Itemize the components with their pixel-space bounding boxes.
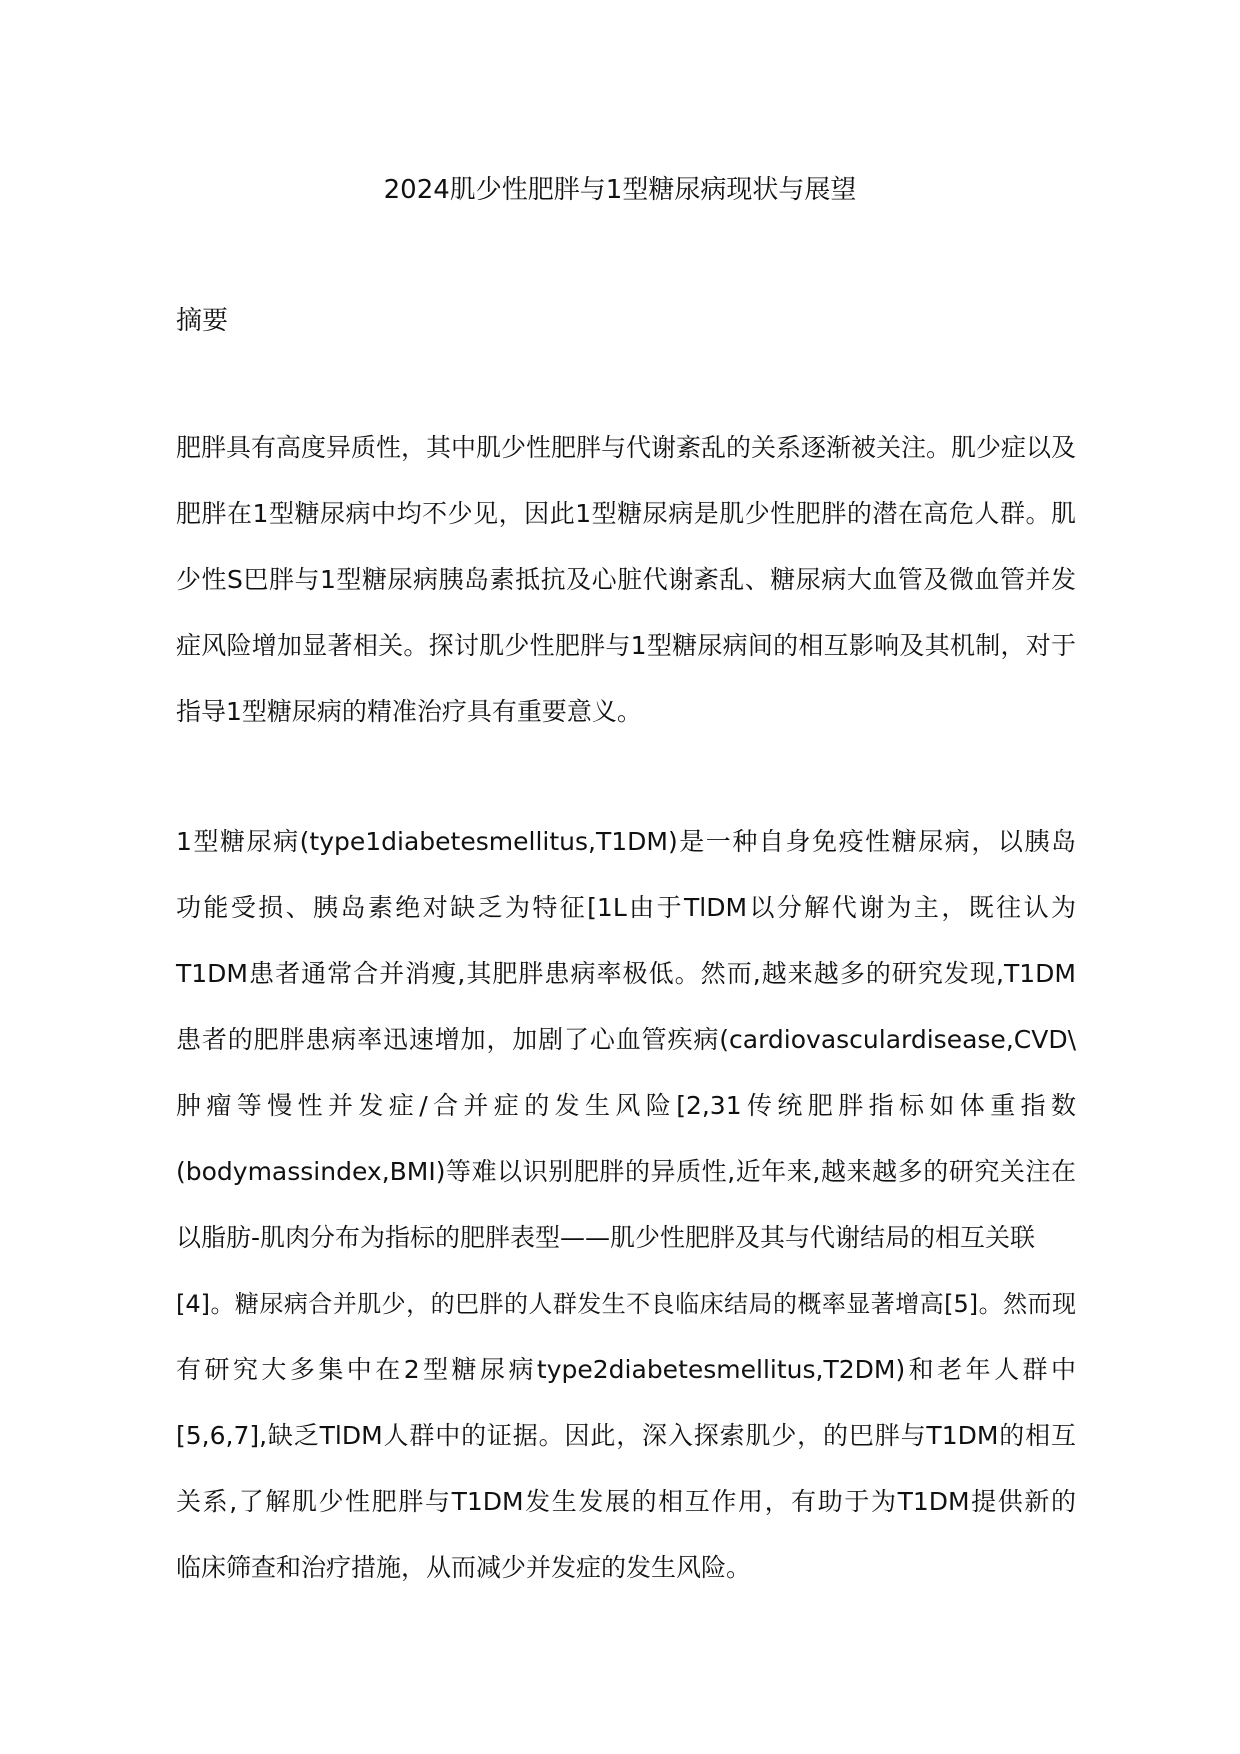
abstract-line: 指导1型糖尿病的精准治疗具有重要意义。 — [176, 697, 642, 726]
body-line: 以脂肪-肌肉分布为指标的肥胖表型——肌少性肥胖及其与代谢结局的相互关联 — [176, 1223, 1036, 1252]
abstract-line: 症风险增加显著相关。探讨肌少性肥胖与1型糖尿病间的相互影响及其机制，对于 — [176, 631, 1076, 660]
body-line: 患者的肥胖患病率迅速增加，加剧了心血管疾病(cardiovasculardisease,CVD\ — [176, 1025, 1076, 1054]
abstract-line: 肥胖具有高度异质性，其中肌少性肥胖与代谢紊乱的关系逐渐被关注。肌少症以及 — [176, 433, 1077, 462]
abstract-line: 少性S巴胖与1型糖尿病胰岛素抵抗及心脏代谢紊乱、糖尿病大血管及微血管并发 — [176, 565, 1076, 594]
body-line: 肿瘤等慢性并发症/合并症的发生风险[2,31传统肥胖指标如体重指数 — [176, 1091, 1076, 1120]
body-line: 有研究大多集中在2型糖尿病type2diabetesmellitus,T2DM)和老年人群中 — [176, 1355, 1076, 1384]
body-line: 功能受损、胰岛素绝对缺乏为特征[1L由于TlDM以分解代谢为主，既往认为 — [176, 893, 1076, 922]
body-line: [4]。糖尿病合并肌少，的巴胖的人群发生不良临床结局的概率显著增高[5]。然而现 — [176, 1290, 1076, 1318]
body-line: T1DM患者通常合并消瘦,其肥胖患病率极低。然而,越来越多的研究发现,T1DM — [176, 959, 1076, 988]
body-paragraph — [176, 824, 1076, 1616]
abstract-heading: 摘要 — [176, 306, 229, 336]
abstract-line: 肥胖在1型糖尿病中均不少见，因此1型糖尿病是肌少性肥胖的潜在高危人群。肌 — [176, 499, 1076, 528]
body-line: 临床筛查和治疗措施，从而减少并发症的发生风险。 — [176, 1553, 752, 1582]
document-title: 2024肌少性肥胖与1型糖尿病现状与展望 — [383, 175, 857, 205]
body-line: 1型糖尿病(type1diabetesmellitus,T1DM)是一种自身免疫性糖尿病，以胰岛 — [176, 827, 1076, 856]
body-line: 关系,了解肌少性肥胖与T1DM发生发展的相互作用，有助于为T1DM提供新的 — [176, 1487, 1076, 1516]
abstract-paragraph — [176, 430, 1076, 760]
body-line: (bodymassindex,BMI)等难以识别肥胖的异质性,近年来,越来越多的研究关注在 — [176, 1157, 1076, 1186]
body-line: [5,6,7],缺乏TlDM人群中的证据。因此，深入探索肌少，的巴胖与T1DM的相互 — [176, 1421, 1076, 1450]
